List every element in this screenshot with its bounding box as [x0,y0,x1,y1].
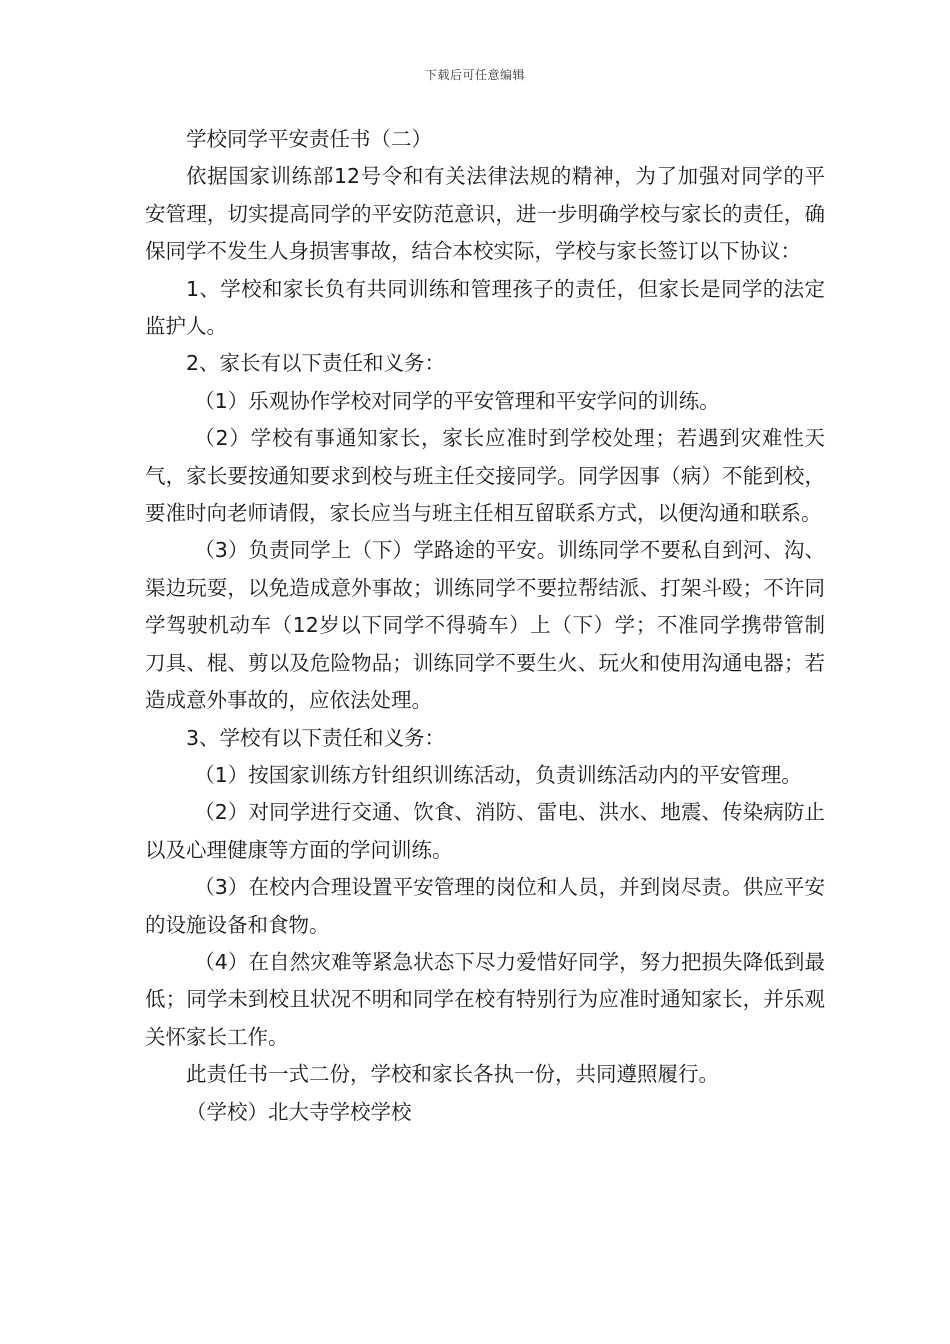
intro-paragraph: 依据国家训练部12号令和有关法律法规的精神，为了加强对同学的平安管理，切实提高同学的平安防范意识，进一步明确学校与家长的责任，确保同学不发生人身损害事故，结合本校实际，学校与家长签订以下协议： [145,164,825,264]
clause-3-item-3: （3）在校内合理设置平安管理的岗位和人员，并到岗尽责。供应平安的设施设备和食物。 [145,875,825,937]
clause-3-heading: 3、学校有以下责任和义务： [186,725,446,750]
school-signature: （学校）北大寺学校学校 [186,1099,412,1124]
clause-3-item-2: （2）对同学进行交通、饮食、消防、雷电、洪水、地震、传染病防止以及心理健康等方面的学问训练。 [145,800,825,862]
clause-2-item-3: （3）负责同学上（下）学路途的平安。训练同学不要私自到河、沟、渠边玩耍，以免造成意外事故；训练同学不要拉帮结派、打架斗殴；不许同学驾驶机动车（12岁以下同学不得骑车）上（下）学；不准同学携带管制刀具、棍、剪以及危险物品；训练同学不要生火、玩火和使用沟通电器；若造成意外事故的，应依法处理。 [145,538,825,713]
clause-2-item-1: （1）乐观协作学校对同学的平安管理和平安学问的训练。 [194,388,720,413]
clause-3-item-4: （4）在自然灾难等紧急状态下尽力爱惜好同学，努力把损失降低到最低；同学未到校且状况不明和同学在校有特别行为应准时通知家长，并乐观关怀家长工作。 [145,949,825,1049]
header-note: 下载后可任意编辑 [424,68,525,82]
document-body [145,121,825,1131]
clause-2-heading: 2、家长有以下责任和义务： [186,351,446,376]
closing-paragraph: 此责任书一式二份，学校和家长各执一份，共同遵照履行。 [186,1062,719,1087]
document-title: 学校同学平安责任书（二） [186,127,432,151]
clause-1: 1、学校和家长负有共同训练和管理孩子的责任，但家长是同学的法定监护人。 [145,276,825,339]
clause-2-item-2: （2）学校有事通知家长，家长应准时到学校处理；若遇到灾难性天气，家长要按通知要求到校与班主任交接同学。同学因事（病）不能到校，要准时向老师请假，家长应当与班主任相互留联系方式，以便沟通和联系。 [145,426,825,526]
clause-3-item-1: （1）按国家训练方针组织训练活动，负责训练活动内的平安管理。 [194,762,802,787]
